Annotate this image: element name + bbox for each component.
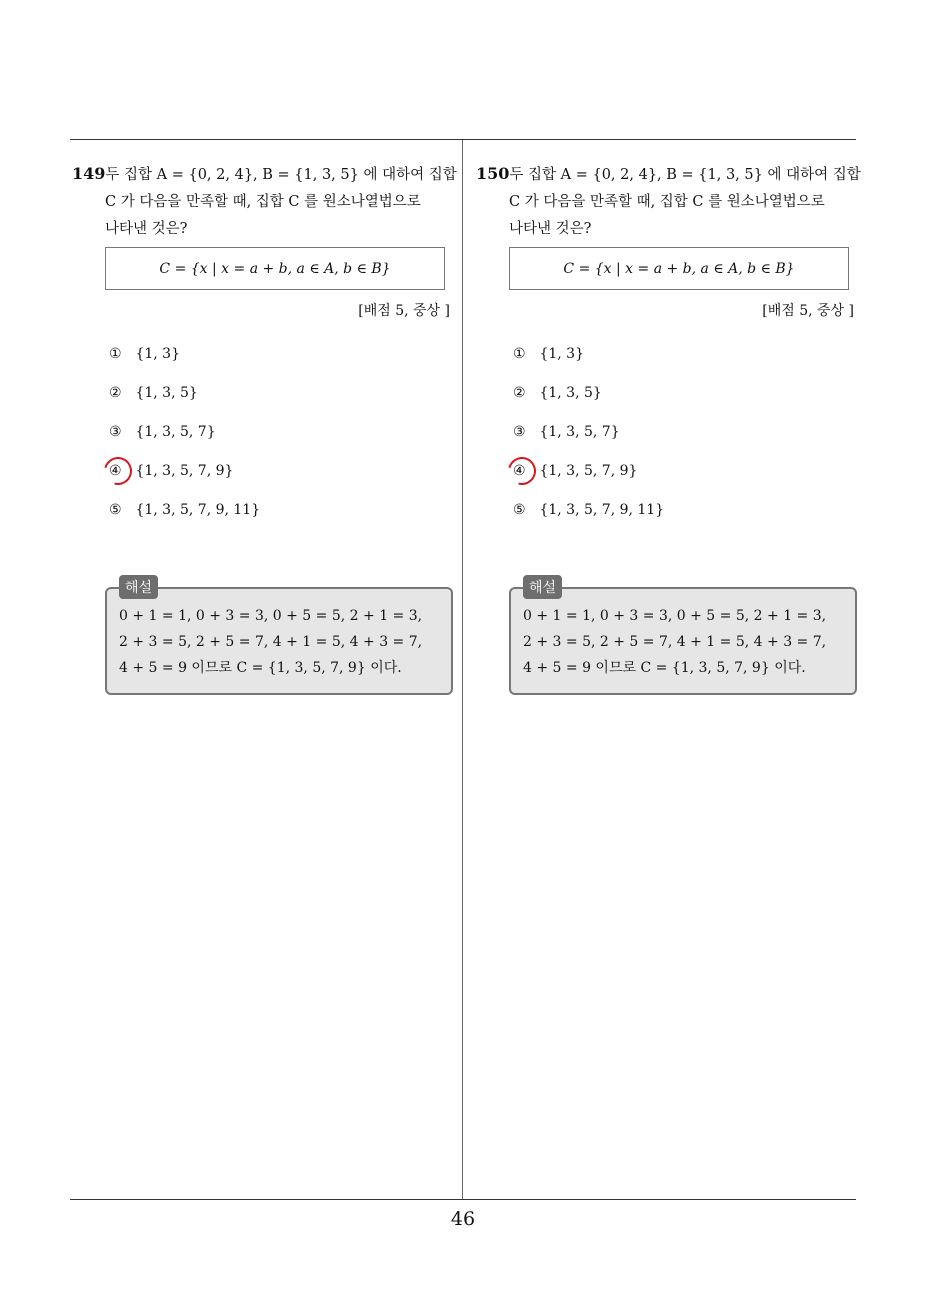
choice-number: ④ [513,463,526,479]
choice-2[interactable] [513,383,862,422]
solution-line-3: 4 + 5 = 9 이므로 C = {1, 3, 5, 7, 9} 이다. [119,660,402,676]
choice-4[interactable] [109,461,458,500]
column-divider [462,140,463,1200]
problem-number: 150 [476,164,510,183]
solution-line-1: 0 + 1 = 1, 0 + 3 = 3, 0 + 5 = 5, 2 + 1 = 3, [119,608,423,624]
solution-line-2: 2 + 3 = 5, 2 + 5 = 7, 4 + 1 = 5, 4 + 3 = 7, [523,634,827,650]
choice-value: {1, 3} [539,346,584,362]
condition-formula: C = {x | x = a + b, a ∈ A, b ∈ B} [159,260,391,277]
problem-number: 149 [72,164,106,183]
question-line-1: 두 집합 A = {0, 2, 4}, B = {1, 3, 5} 에 대하여 집합 [105,167,457,183]
solution-line-2: 2 + 3 = 5, 2 + 5 = 7, 4 + 1 = 5, 4 + 3 = 7, [119,634,423,650]
solution-line-3: 4 + 5 = 9 이므로 C = {1, 3, 5, 7, 9} 이다. [523,660,806,676]
choice-number: ③ [109,424,122,440]
choice-5[interactable] [513,500,862,539]
points-difficulty: [배점 5, 중상 ] [358,303,450,319]
question-stem [476,160,862,189]
bottom-rule [70,1199,856,1200]
choice-value: {1, 3, 5, 7, 9} [135,463,234,479]
choice-number: ② [513,385,526,401]
choice-value: {1, 3, 5} [539,385,602,401]
solution-panel [509,580,857,695]
choice-number: ① [109,346,122,362]
condition-box [105,247,445,290]
choice-5[interactable] [109,500,458,539]
choice-3[interactable] [513,422,862,461]
question-line-1: 두 집합 A = {0, 2, 4}, B = {1, 3, 5} 에 대하여 집합 [509,167,861,183]
question-line-3: 나타낸 것은? [509,221,592,237]
choice-value: {1, 3, 5, 7} [135,424,216,440]
question-line-3: 나타낸 것은? [105,221,188,237]
solution-label: 해설 [523,575,562,599]
choice-number: ① [513,346,526,362]
choice-number: ② [109,385,122,401]
choice-number: ③ [513,424,526,440]
choice-value: {1, 3, 5, 7, 9} [539,463,638,479]
answer-choices [476,344,862,539]
choice-number: ④ [109,463,122,479]
choice-value: {1, 3, 5, 7, 9, 11} [135,502,261,518]
page-number: 46 [450,1208,476,1230]
solution-box [509,587,857,695]
choice-value: {1, 3, 5} [135,385,198,401]
choice-1[interactable] [513,344,862,383]
choice-value: {1, 3} [135,346,180,362]
question-stem [72,160,458,189]
choice-2[interactable] [109,383,458,422]
choice-number: ⑤ [513,502,526,518]
choice-3[interactable] [109,422,458,461]
problem-150 [476,160,862,695]
problem-149 [72,160,458,695]
choice-value: {1, 3, 5, 7} [539,424,620,440]
answer-choices [72,344,458,539]
question-line-2: C 가 다음을 만족할 때, 집합 C 를 원소나열법으로 [509,194,825,210]
question-line-2: C 가 다음을 만족할 때, 집합 C 를 원소나열법으로 [105,194,421,210]
solution-label: 해설 [119,575,158,599]
points-difficulty: [배점 5, 중상 ] [762,303,854,319]
choice-1[interactable] [109,344,458,383]
top-rule [70,139,856,140]
choice-number: ⑤ [109,502,122,518]
choice-value: {1, 3, 5, 7, 9, 11} [539,502,665,518]
solution-panel [105,580,453,695]
condition-formula: C = {x | x = a + b, a ∈ A, b ∈ B} [563,260,795,277]
solution-box [105,587,453,695]
choice-4[interactable] [513,461,862,500]
solution-line-1: 0 + 1 = 1, 0 + 3 = 3, 0 + 5 = 5, 2 + 1 = 3, [523,608,827,624]
condition-box [509,247,849,290]
